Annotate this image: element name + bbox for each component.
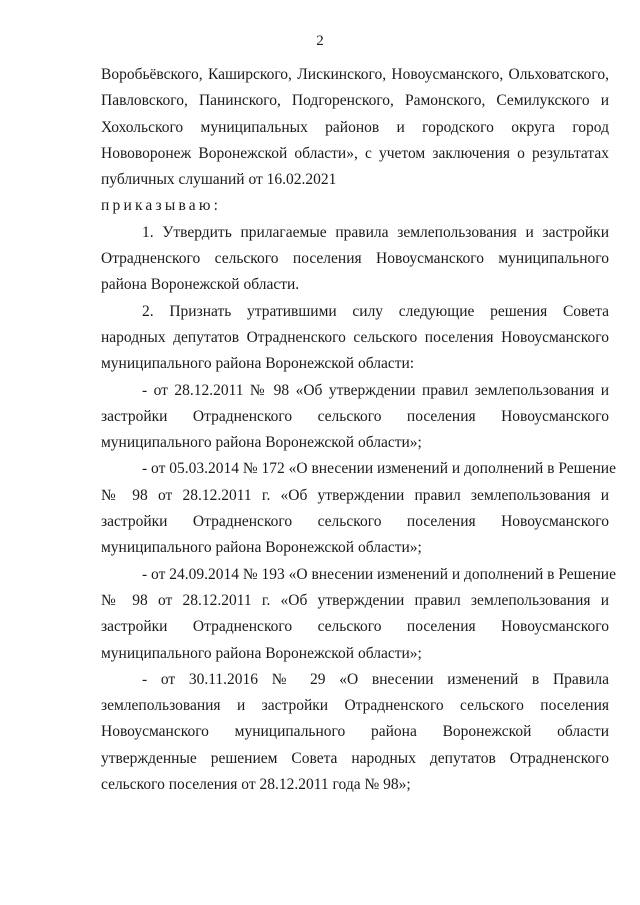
paragraph-line: Павловского, Панинского, Подгоренского, Рамонского, Семилукского и	[101, 92, 609, 110]
decision-line: застройки Отрадненского сельского поселения Новоусманского	[101, 407, 609, 425]
paragraph-line: Нововоронеж Воронежской области», с учетом заключения о результатах	[101, 144, 609, 162]
decision-line: утвержденные решением Совета народных депутатов Отрадненского	[101, 749, 609, 767]
decision-line: - от 05.03.2014 № 172 «О внесении изменений и дополнений в Решение	[142, 460, 616, 478]
decision-line: - от 28.12.2011 № 98 «Об утверждении правил землепользования и	[142, 381, 609, 399]
decision-line: сельского поселения от 28.12.2011 года № 98»;	[101, 776, 411, 794]
decision-line: застройки Отрадненского сельского поселения Новоусманского	[101, 513, 609, 531]
decision-line: Новоусманского муниципального района Воронежской области	[101, 723, 609, 741]
decision-line: - от 30.11.2016 № 29 «О внесении изменений в Правила	[142, 670, 609, 688]
paragraph-line: Хохольского муниципальных районов и городского округа город	[101, 118, 609, 136]
item-line: Отрадненского сельского поселения Новоусманского муниципального	[101, 250, 609, 268]
decision-line: муниципального района Воронежской области»;	[101, 644, 422, 662]
item-line: муниципального района Воронежской области:	[101, 355, 415, 373]
document-body	[101, 62, 616, 798]
item-line: народных депутатов Отрадненского сельского поселения Новоусманского	[101, 328, 609, 346]
order-word: приказываю:	[101, 197, 222, 215]
decision-line: муниципального района Воронежской области»;	[101, 434, 422, 452]
item-line: 2. Признать утратившими силу следующие решения Совета	[142, 302, 609, 320]
item-line: района Воронежской области.	[101, 276, 300, 294]
paragraph-line: публичных слушаний от 16.02.2021	[101, 171, 337, 189]
decision-line: № 98 от 28.12.2011 г. «Об утверждении правил землепользования и	[101, 591, 609, 609]
decision-line: застройки Отрадненского сельского поселения Новоусманского	[101, 618, 609, 636]
page-number: 2	[316, 33, 324, 49]
decision-line: - от 24.09.2014 № 193 «О внесении изменений и дополнений в Решение	[142, 565, 616, 583]
item-line: 1. Утвердить прилагаемые правила землепользования и застройки	[142, 223, 609, 241]
decision-line: № 98 от 28.12.2011 г. «Об утверждении правил землепользования и	[101, 486, 609, 504]
decision-line: муниципального района Воронежской области»;	[101, 539, 422, 557]
decision-line: землепользования и застройки Отрадненского сельского поселения	[101, 697, 609, 715]
paragraph-line: Воробьёвского, Каширского, Лискинского, Новоусманского, Ольховатского,	[101, 66, 609, 83]
